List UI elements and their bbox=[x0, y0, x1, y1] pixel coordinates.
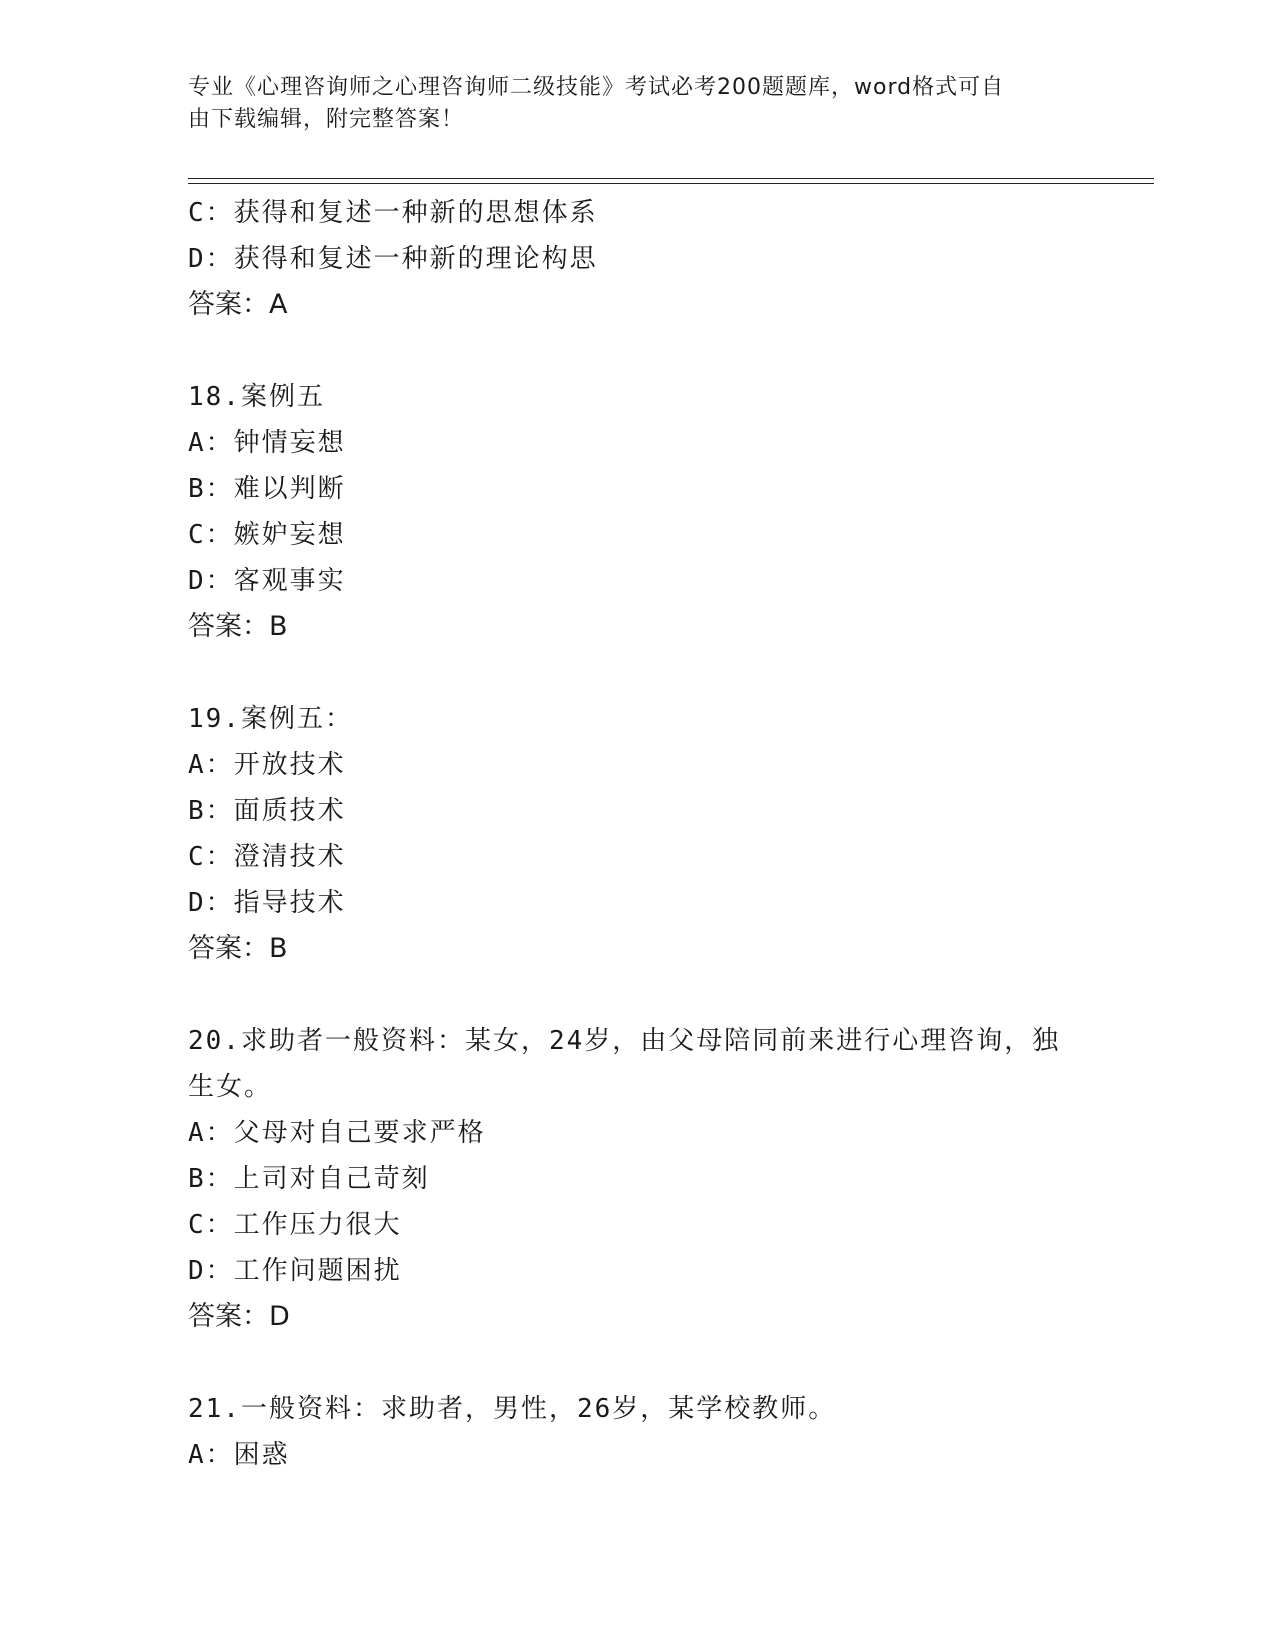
option-d: D：工作问题困扰 bbox=[188, 1256, 402, 1286]
option-d: D：客观事实 bbox=[188, 566, 346, 596]
answer-line: 答案：A bbox=[188, 289, 288, 320]
spacer bbox=[188, 328, 1088, 374]
option-a: A：钟情妄想 bbox=[188, 428, 346, 458]
option-b: B：难以判断 bbox=[188, 474, 346, 504]
spacer bbox=[188, 1340, 1088, 1386]
question-stem-line-2: 生女。 bbox=[188, 1072, 273, 1102]
answer-line: 答案：B bbox=[188, 933, 288, 964]
option-d: D：获得和复述一种新的理论构思 bbox=[188, 244, 598, 274]
answer-line: 答案：D bbox=[188, 1301, 290, 1332]
question-content bbox=[188, 190, 1088, 1478]
question-stem: 18.案例五 bbox=[188, 382, 325, 412]
document-header bbox=[188, 72, 1068, 136]
option-c: C：嫉妒妄想 bbox=[188, 520, 346, 550]
question-stem-line-1: 20.求助者一般资料：某女，24岁，由父母陪同前来进行心理咨询，独 bbox=[188, 1026, 1061, 1056]
spacer bbox=[188, 650, 1088, 696]
option-c: C：工作压力很大 bbox=[188, 1210, 402, 1240]
header-divider-top bbox=[188, 178, 1154, 179]
option-a: A：父母对自己要求严格 bbox=[188, 1118, 486, 1148]
answer-line: 答案：B bbox=[188, 611, 288, 642]
question-stem: 19.案例五： bbox=[188, 704, 353, 734]
question-stem: 21.一般资料：求助者，男性，26岁，某学校教师。 bbox=[188, 1394, 837, 1424]
option-d: D：指导技术 bbox=[188, 888, 346, 918]
option-a: A：困惑 bbox=[188, 1440, 290, 1470]
option-c: C：获得和复述一种新的思想体系 bbox=[188, 198, 598, 228]
option-b: B：上司对自己苛刻 bbox=[188, 1164, 430, 1194]
question-block-20 bbox=[188, 1018, 1088, 1110]
option-a: A：开放技术 bbox=[188, 750, 346, 780]
header-divider-bottom bbox=[188, 183, 1154, 184]
option-b: B：面质技术 bbox=[188, 796, 346, 826]
spacer bbox=[188, 972, 1088, 1018]
header-line-1: 专业《心理咨询师之心理咨询师二级技能》考试必考200题题库，word格式可自 bbox=[188, 75, 1005, 100]
option-c: C：澄清技术 bbox=[188, 842, 346, 872]
header-line-2: 由下载编辑，附完整答案！ bbox=[188, 107, 465, 132]
